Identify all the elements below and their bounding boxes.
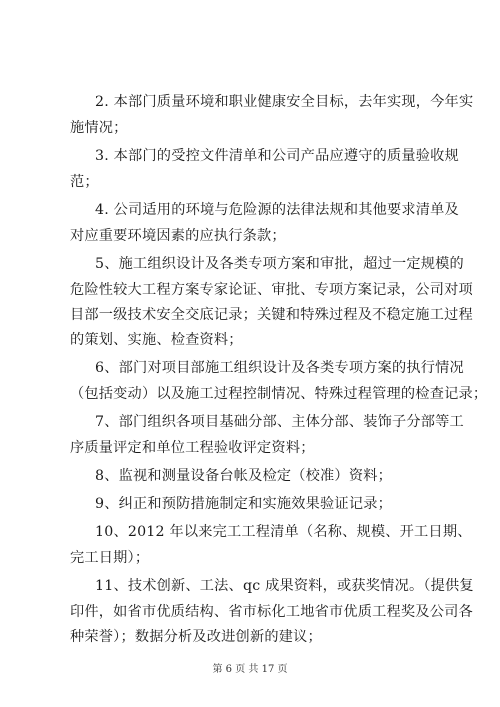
paragraph-11-line-2: 印件，如省市优质结构、省市标化工地省市优质工程奖及公司各 bbox=[70, 604, 473, 620]
paragraph-5-line-4: 的策划、实施、检查资料； bbox=[70, 332, 243, 348]
paragraph-11-line-1: 11、技术创新、工法、qc 成果资料，或获奖情况。（提供复 bbox=[95, 578, 474, 594]
paragraph-7-line-2: 序质量评定和单位工程验收评定资料； bbox=[70, 440, 315, 456]
paragraph-4-line-2: 对应重要环境因素的应执行条款； bbox=[70, 228, 286, 244]
paragraph-2-line-2: 施情况； bbox=[70, 120, 128, 136]
paragraph-5-line-1: 5、施工组织设计及各类专项方案和审批，超过一定规模的 bbox=[95, 256, 464, 272]
paragraph-10-line-2: 完工日期）； bbox=[70, 550, 150, 566]
paragraph-5-line-2: 危险性较大工程方案专家论证、审批、专项方案记录，公司对项 bbox=[70, 282, 473, 298]
paragraph-6-line-1: 6、部门对项目部施工组织设计及各类专项方案的执行情况 bbox=[95, 360, 464, 376]
paragraph-8-line-1: 8、监视和测量设备台帐及检定（校准）资料； bbox=[95, 468, 392, 484]
paragraph-4-line-1: 4. 公司适用的环境与危险源的法律法规和其他要求清单及 bbox=[95, 202, 459, 218]
paragraph-10-line-1: 10、2012 年以来完工工程清单（名称、规模、开工日期、 bbox=[95, 524, 472, 540]
paragraph-11-line-3: 种荣誉）；数据分析及改进创新的建议； bbox=[70, 629, 322, 645]
paragraph-6-line-2: （包括变动）以及施工过程控制情况、特殊过程管理的检查记录； bbox=[70, 386, 488, 402]
paragraph-7-line-1: 7、部门组织各项目基础分部、主体分部、装饰子分部等工 bbox=[95, 414, 464, 430]
paragraph-9-line-1: 9、纠正和预防措施制定和实施效果验证记录； bbox=[95, 496, 392, 512]
paragraph-5-line-3: 目部一级技术安全交底记录；关键和特殊过程及不稳定施工过程 bbox=[70, 307, 473, 323]
paragraph-2-line-1: 2. 本部门质量环境和职业健康安全目标，去年实现，今年实 bbox=[95, 94, 474, 110]
page-footer: 第 6 页 共 17 页 bbox=[212, 664, 288, 675]
paragraph-3-line-1: 3. 本部门的受控文件清单和公司产品应遵守的质量验收规 bbox=[95, 148, 459, 164]
paragraph-3-line-2: 范； bbox=[70, 174, 99, 190]
